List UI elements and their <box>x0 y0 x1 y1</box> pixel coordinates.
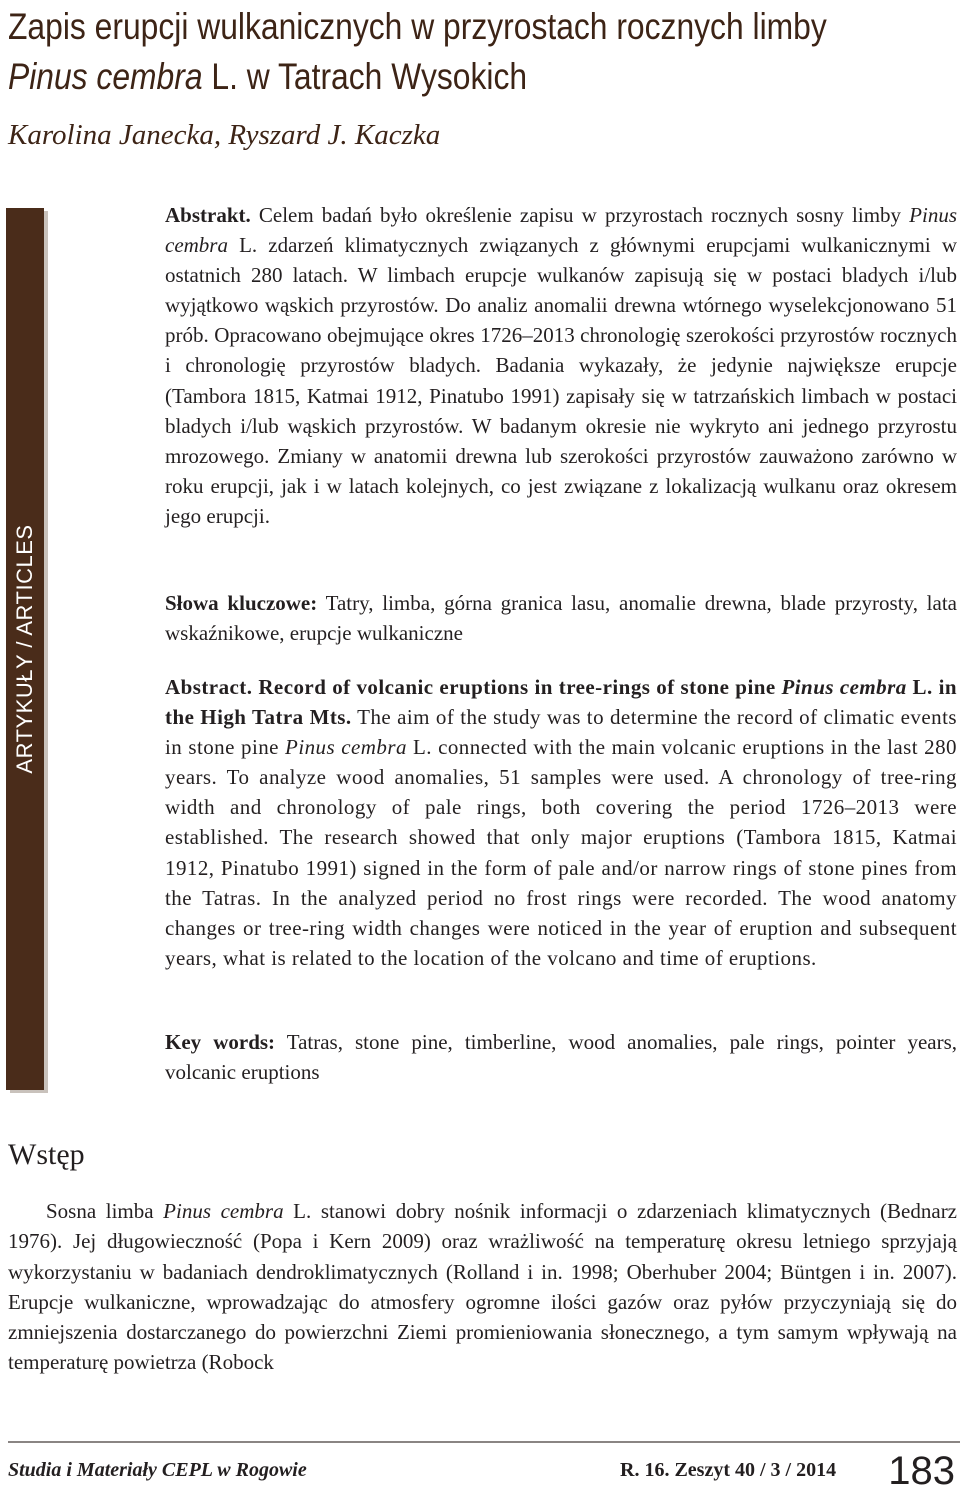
abstract-en-text-2: L. connected with the main volcanic eruptions in the last 280 years. To analyze wood anomalies, 51 samples were used. A chronology of tree-ring width and chronology of pale rings, both covering the period 1726–2013 were established. The research showed that only major eruptions (Tambora 1815, Katmai 1912, Pinatubo 1991) signed in the form of pale and/or narrow rings of stone pines from the Tatras. In the analyzed period no frost rings were recorded. The wood anatomy changes or tree-ring width changes were noticed in the year of eruption and subsequent years, what is related to the location of the volcano and time of eruptions. <box>165 735 957 970</box>
abstract-en-lead-species: Pinus cembra <box>781 675 907 699</box>
keywords-pl-lead: Słowa kluczowe: <box>165 591 318 615</box>
intro-text-2: L. stanowi dobry nośnik informacji o zdarzeniach klimatycznych (Bednarz 1976). Jej długowieczność (Popa i Kern 2009) oraz wrażliwość na temperaturę okresu letniego sprzyjają wykorzystaniu w badaniach dendroklimatycznych (Rolland i in. 1998; Oberhuber 2004; Büntgen i in. 2007). Erupcje wulkaniczne, wprowadzając do atmosfery ogromne ilości gazów oraz pyłów przyczyniają się do zmniejszenia dostarczanego do powierzchni Ziemi promieniowania słonecznego, a tym samym wpływają na temperaturę powietrza (Robock <box>8 1199 958 1375</box>
footer-divider <box>8 1441 960 1443</box>
page-number: 183 <box>888 1449 955 1493</box>
title-text-end: L. w Tatrach Wysokich <box>202 56 528 97</box>
abstract-en-species: Pinus cembra <box>285 735 407 760</box>
abstract-pl <box>165 200 957 531</box>
abstract-en <box>165 672 957 973</box>
keywords-en <box>165 1027 957 1087</box>
keywords-en-text: Tatras, stone pine, timberline, wood anomalies, pale rings, pointer years, volcanic eruptions <box>165 1030 957 1085</box>
article-title <box>8 2 954 102</box>
title-text: Zapis erupcji wulkanicznych w przyrostach rocznych limby <box>8 6 827 47</box>
abstract-en-lead-end: L. in the High Tatra Mts. <box>165 675 957 730</box>
intro-paragraph <box>8 1196 957 1378</box>
keywords-pl-text: Tatry, limba, górna granica lasu, anomalie drewna, blade przyrosty, lata wskaźnikowe, erupcje wulkaniczne <box>165 591 957 646</box>
intro-text: Sosna limba <box>46 1199 164 1223</box>
abstract-pl-species: Pinus cembra <box>165 203 957 258</box>
title-species: Pinus cembra <box>8 56 203 97</box>
authors: Karolina Janecka, Ryszard J. Kaczka <box>8 119 441 151</box>
abstract-pl-lead: Abstrakt. <box>165 203 251 227</box>
keywords-en-lead: Key words: <box>165 1030 276 1054</box>
footer-journal: Studia i Materiały CEPL w Rogowie <box>8 1459 307 1481</box>
footer-volume: R. 16. Zeszyt 40 / 3 / 2014 <box>620 1459 837 1481</box>
intro-species: Pinus cembra <box>163 1199 284 1223</box>
section-sidebar <box>6 208 44 1090</box>
abstract-en-text: The aim of the study was to determine the record of climatic events in stone pine <box>165 705 957 760</box>
abstract-en-lead-text: Abstract. Record of volcanic eruptions in tree-rings of stone pine <box>165 675 782 699</box>
section-heading: Wstęp <box>8 1138 85 1171</box>
keywords-pl <box>165 588 957 648</box>
sidebar-label: ARTYKUŁY / ARTICLES <box>12 524 37 774</box>
abstract-pl-text: Celem badań było określenie zapisu w przyrostach rocznych sosny limby <box>250 203 910 227</box>
abstract-pl-text-2: L. zdarzeń klimatycznych związanych z głównymi erupcjami wulkanicznymi w ostatnich 280 latach. W limbach erupcje wulkanów zapisują się w postaci bladych i/lub wyjątkowo wąskich przyrostów. Do analiz anomalii drewna wtórnego wyselekcjonowano 51 prób. Opracowano obejmujące okres 1726–2013 chronologię szerokości przyrostów rocznych i chronologię przyrostów bladych. Badania wykazały, że jedynie największe erupcje (Tambora 1815, Katmai 1912, Pinatubo 1991) zapisały się w tatrzańskich limbach w postaci bladych i/lub wąskich przyrostów. W badanym okresie nie wykryto ani jednego przyrostu mrozowego. Zmiany w anatomii drewna lub szerokości przyrostów zauważono zarówno w roku erupcji, jak i w latach kolejnych, co jest związane z lokalizacją wulkanu oraz okresem jego erupcji. <box>165 233 957 528</box>
